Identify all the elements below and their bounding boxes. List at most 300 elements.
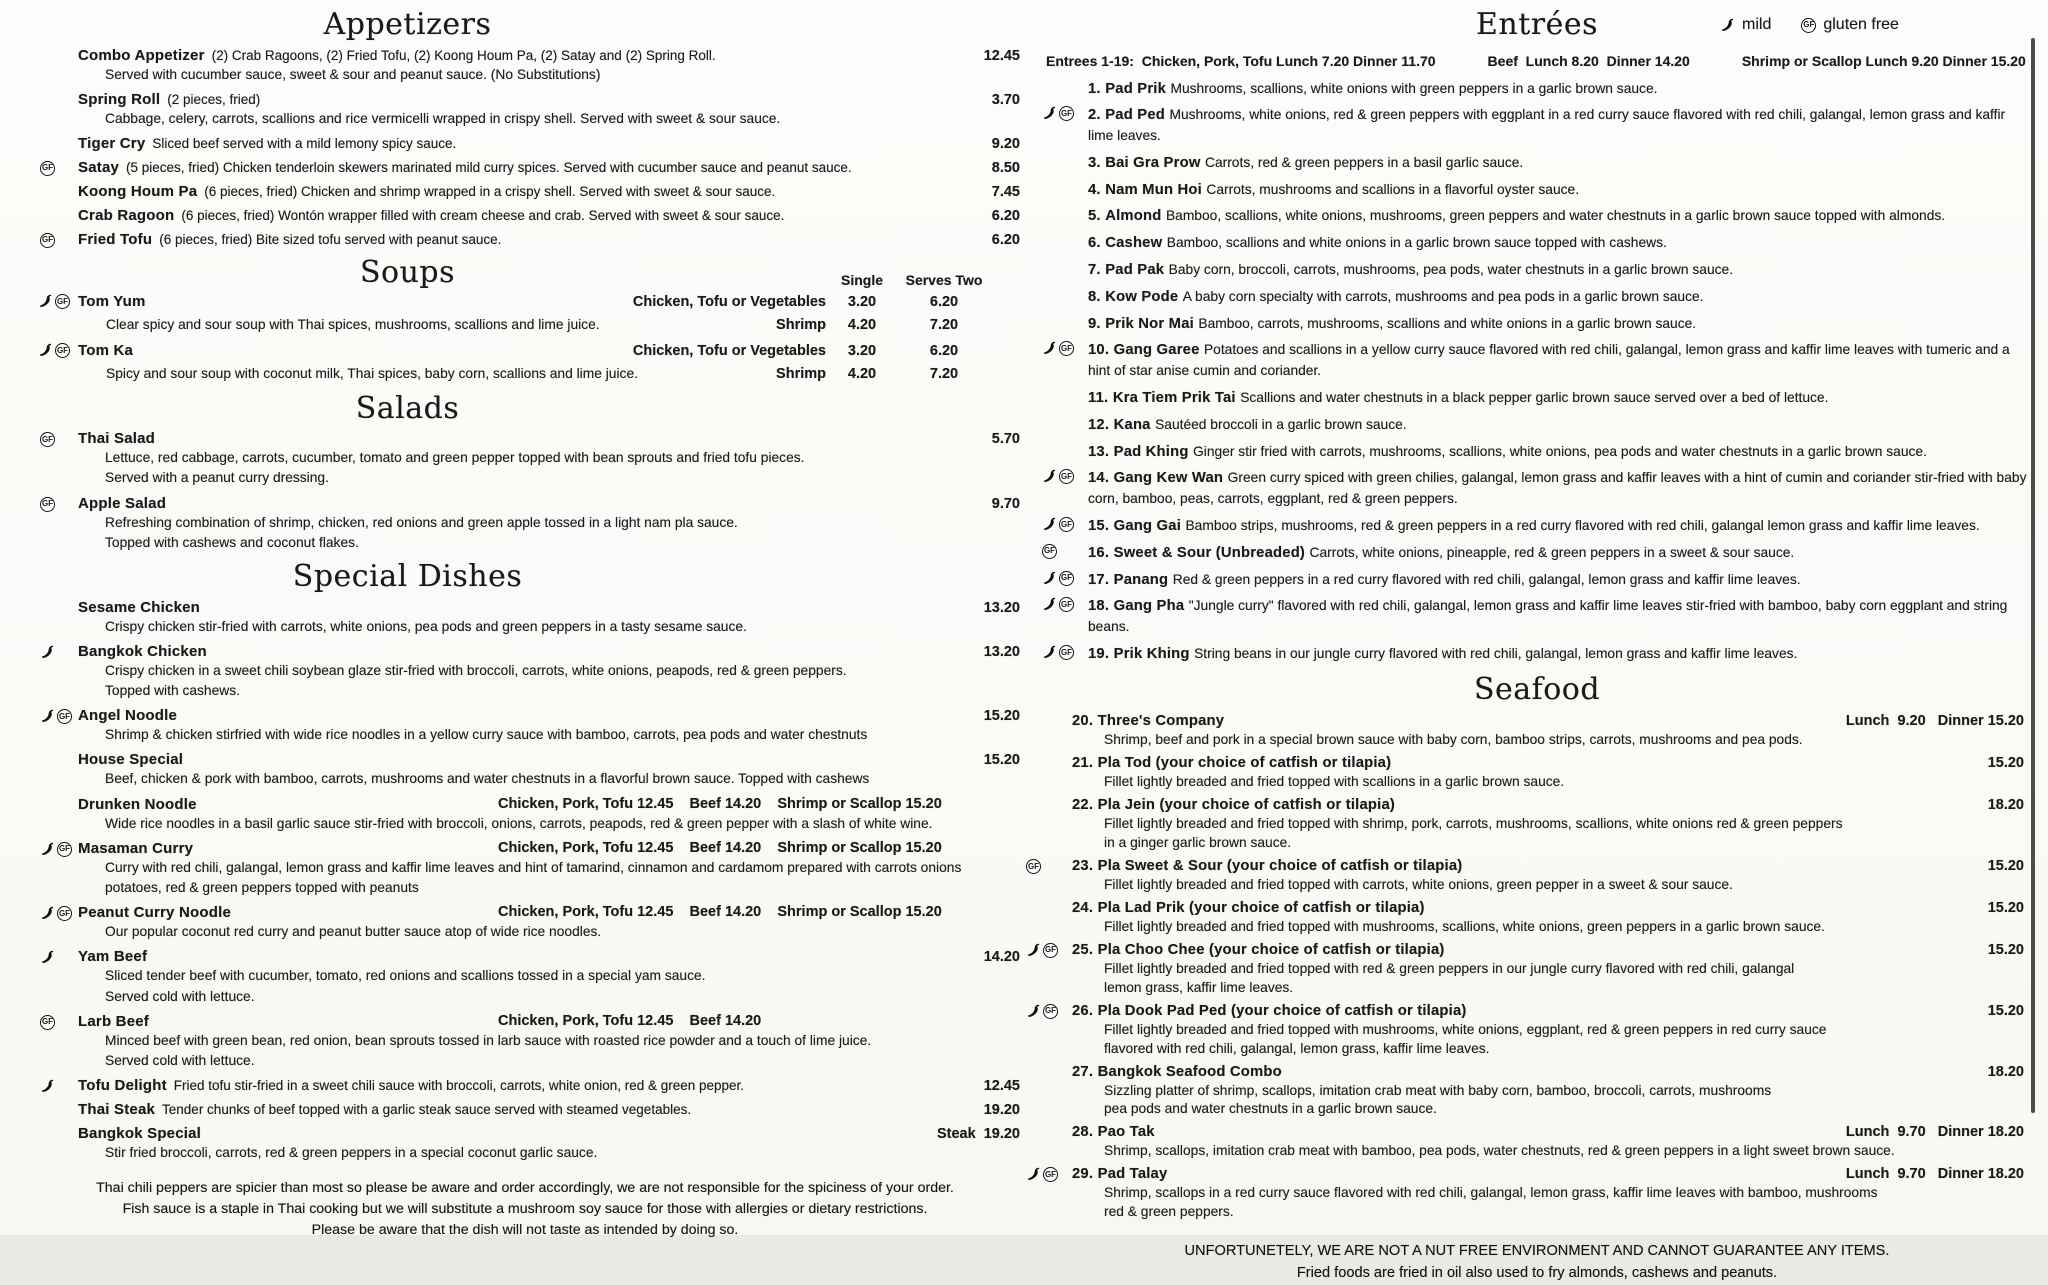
item-icons — [1026, 859, 1041, 874]
item-price: 15.20 — [1987, 755, 2024, 772]
section-title-row — [30, 560, 1020, 595]
item-number: 26. — [1072, 1002, 1094, 1019]
item-price: 5.70 — [991, 431, 1020, 448]
item-price: 18.20 — [1987, 1063, 2024, 1080]
gluten-free-icon: GF — [1042, 544, 1057, 559]
soup-row — [30, 341, 1020, 362]
item-number: 18. — [1088, 598, 1110, 615]
gluten-free-icon: GF — [1059, 645, 1074, 660]
item-inline-description: Fried tofu stir-fried in a sweet chili sauce with broccoli, carrots, white onion, red & green pepper. — [173, 1078, 745, 1094]
menu-item — [1042, 796, 2032, 852]
item-name: Pla Choo Chee (your choice of catfish or tilapia) — [1097, 941, 1445, 958]
menu-item — [30, 599, 1020, 636]
gluten-free-icon: GF — [1059, 106, 1074, 121]
item-icons — [1042, 469, 1074, 484]
item-number: 17. — [1088, 571, 1110, 588]
item-name: Prik Nor Mai — [1105, 315, 1194, 332]
item-icons — [38, 343, 70, 358]
item-number: 19. — [1088, 646, 1110, 663]
item-price: 8.50 — [991, 159, 1020, 176]
menu-item — [30, 207, 1020, 224]
item-description: Served with cucumber sauce, sweet & sour and peanut sauce. (No Substitutions) — [105, 66, 601, 82]
item-description: Minced beef with green bean, red onion, bean sprouts tossed in larb sauce with roasted rice powder and a touch of lime juice. — [105, 1032, 872, 1048]
menu-section — [1042, 8, 2032, 665]
item-icons — [40, 1079, 55, 1094]
item-price: 3.70 — [991, 91, 1020, 108]
item-description: Fillet lightly breaded and fried topped with carrots, white onions, green pepper in a sweet & sour sauce. — [1104, 877, 1733, 893]
item-description: pea pods and water chestnuts in a garlic brown sauce. — [1104, 1101, 1437, 1117]
item-price: 14.20 — [983, 949, 1020, 966]
menu-item — [30, 904, 1020, 941]
item-name: Pao Tak — [1097, 1124, 1155, 1141]
footer-note: UNFORTUNETELY, WE ARE NOT A NUT FREE ENVIRONMENT AND CANNOT GUARANTEE ANY ITEMS. — [1184, 1243, 1890, 1260]
section-title-row — [1042, 673, 2032, 708]
item-description: Shrimp, beef and pork in a special brown sauce with baby corn, bamboo strips, carrots, mushrooms and pea pods. — [1104, 732, 1803, 748]
item-description: Shrimp, scallops in a red curry sauce flavored with red chili, galangal, lemon grass, kaffir lime leaves with bamboo, mushrooms — [1104, 1185, 1878, 1201]
item-inline-description: Sliced beef served with a mild lemony spicy sauce. — [152, 135, 457, 151]
item-variant-prices: Chicken, Pork, Tofu 12.45 Beef 14.20 Shrimp or Scallop 15.20 — [498, 839, 942, 856]
item-price: Lunch 9.20 Dinner 15.20 — [1845, 713, 2024, 730]
item-price: 9.20 — [991, 135, 1020, 152]
menu-item — [30, 495, 1020, 552]
item-number: 7. — [1088, 262, 1101, 279]
menu-item — [30, 707, 1020, 744]
item-price: Lunch 9.70 Dinner 18.20 — [1845, 1124, 2024, 1141]
menu-item — [1027, 857, 2032, 894]
menu-item — [30, 341, 1020, 384]
mild-pepper-icon — [1026, 943, 1041, 958]
menu-section — [1027, 671, 2032, 1221]
menu-item — [1042, 754, 2032, 791]
item-inline-description: (6 pieces, fried) Wontón wrapper filled with cream cheese and crab. Served with sweet & sour sauce. — [181, 207, 785, 223]
menu-item — [1042, 442, 2032, 463]
menu-item — [1042, 570, 2032, 591]
column-header: Single — [840, 272, 883, 289]
item-name: Bai Gra Prow — [1105, 154, 1201, 171]
item-name: Thai Salad — [78, 430, 156, 448]
item-icons — [38, 294, 70, 309]
item-description: Crispy chicken in a sweet chili soybean glaze stir-fried with broccoli, carrots, white onions, peapods, red & green peppers. — [105, 662, 847, 678]
price-single: 4.20 — [847, 317, 877, 334]
item-name: Pad Khing — [1113, 443, 1189, 460]
price-serves-two: 6.20 — [929, 343, 959, 360]
item-name: Drunken Noodle — [78, 795, 197, 813]
item-number: 8. — [1088, 288, 1101, 305]
item-name: Koong Houm Pa — [78, 182, 198, 200]
variant-label: Chicken, Tofu or Vegetables — [632, 294, 826, 311]
gluten-free-icon: GF — [1059, 571, 1074, 586]
item-number: 4. — [1088, 181, 1101, 198]
gluten-free-icon: GF — [40, 1015, 55, 1030]
item-description: Topped with cashews and coconut flakes. — [105, 534, 359, 550]
item-name: Pad Pak — [1105, 262, 1165, 279]
menu-section — [30, 392, 1020, 552]
gluten-free-icon: GF — [1059, 469, 1074, 484]
menu-item — [30, 292, 1020, 335]
menu-item — [1042, 105, 2032, 147]
item-name: Spring Roll — [78, 90, 161, 108]
item-description: Spicy and sour soup with coconut milk, Thai spices, baby corn, scallions and lime juice. — [106, 365, 638, 381]
gluten-free-icon: GF — [1059, 517, 1074, 532]
item-price: 15.20 — [1987, 941, 2024, 958]
menu-section — [30, 8, 1020, 248]
item-description: "Jungle curry" flavored with red chili, galangal, lemon grass and kaffir lime leaves stir-fried with bamboo, baby corn eggplant and string beans. — [1088, 598, 2008, 635]
item-name: Gang Kew Wan — [1113, 470, 1224, 487]
legend-gluten-free-label: gluten free — [1823, 16, 1899, 33]
item-name: Kra Tiem Prik Tai — [1112, 390, 1236, 407]
item-variant-prices: Chicken, Pork, Tofu 12.45 Beef 14.20 Shrimp or Scallop 15.20 — [498, 904, 942, 921]
soup-row — [30, 292, 1020, 313]
right-column — [1027, 0, 2032, 1285]
item-number: 15. — [1088, 518, 1110, 535]
item-icons — [40, 950, 55, 965]
item-description: Shrimp, scallops, imitation crab meat with bamboo, pea pods, water chestnuts, red & green peppers in a light sweet brown sauce. — [1104, 1143, 1895, 1159]
item-name: Sweet & Sour (Unbreaded) — [1113, 544, 1306, 561]
item-icons — [1042, 597, 1074, 612]
menu-item — [1042, 388, 2032, 409]
menu-item — [1042, 516, 2032, 537]
item-name: Panang — [1113, 571, 1169, 588]
menu-item — [1042, 153, 2032, 174]
item-name: Kana — [1113, 416, 1151, 433]
item-name: Thai Steak — [78, 1101, 156, 1119]
legend — [1720, 16, 1899, 34]
mild-pepper-icon — [1042, 106, 1057, 121]
item-name: House Special — [78, 751, 184, 769]
item-name: Angel Noodle — [78, 707, 178, 725]
item-name: Fried Tofu — [78, 230, 153, 248]
item-description: Topped with cashews. — [105, 682, 240, 698]
menu-item — [1042, 468, 2032, 510]
gluten-free-icon: GF — [1801, 18, 1816, 33]
legend-gluten-free — [1801, 16, 1899, 34]
item-icons — [40, 161, 55, 176]
item-name: Pad Ped — [1105, 107, 1165, 124]
mild-pepper-icon — [1042, 517, 1057, 532]
item-price: 7.45 — [991, 183, 1020, 200]
item-name: Masaman Curry — [78, 839, 194, 857]
item-name: Almond — [1105, 208, 1162, 225]
item-inline-description: (5 pieces, fried) Chicken tenderloin skewers marinated mild curry spices. Served with cucumber sauce and peanut sauce. — [126, 159, 852, 175]
gluten-free-icon: GF — [57, 906, 72, 921]
item-price: 12.45 — [983, 1078, 1020, 1095]
item-name: Tom Yum — [78, 293, 146, 311]
item-description: Mushrooms, scallions, white onions with green peppers in a garlic brown sauce. — [1170, 80, 1658, 96]
menu-item — [30, 796, 1020, 833]
section-title-row — [30, 256, 1020, 291]
menu-item — [1042, 899, 2032, 936]
menu-item — [1042, 712, 2032, 749]
mild-pepper-icon — [40, 709, 55, 724]
item-inline-description: (2 pieces, fried) — [167, 91, 261, 107]
item-icons — [1042, 544, 1057, 559]
item-icons — [40, 497, 55, 512]
item-name: Bangkok Chicken — [78, 642, 207, 660]
item-icons — [1042, 645, 1074, 660]
section-title: Appetizers — [323, 7, 492, 42]
gluten-free-icon: GF — [1043, 1167, 1058, 1182]
item-name: Three's Company — [1097, 713, 1225, 730]
item-name: Pad Talay — [1097, 1166, 1168, 1183]
item-price: 13.20 — [983, 643, 1020, 660]
item-icons — [40, 709, 72, 724]
item-icons — [1026, 1004, 1058, 1019]
mild-pepper-icon — [1042, 341, 1057, 356]
menu-item — [1042, 340, 2032, 382]
item-variant-prices: Chicken, Pork, Tofu 12.45 Beef 14.20 — [498, 1012, 762, 1029]
mild-pepper-icon — [40, 1079, 55, 1094]
item-number: 14. — [1088, 470, 1110, 487]
item-number: 20. — [1072, 713, 1094, 730]
item-description: Lettuce, red cabbage, carrots, cucumber, tomato and green pepper topped with bean sprouts and fried tofu pieces. — [105, 450, 805, 466]
menu-item — [1042, 1063, 2032, 1119]
item-name: Kow Pode — [1105, 288, 1179, 305]
item-icons — [1026, 943, 1058, 958]
column-header: Serves Two — [905, 272, 983, 289]
gluten-free-icon: GF — [1059, 341, 1074, 356]
item-icons — [40, 906, 72, 921]
gluten-free-icon: GF — [57, 842, 72, 857]
item-name: Tom Ka — [78, 342, 134, 360]
footer-note: Fish sauce is a staple in Thai cooking but we will substitute a mushroom soy sauce for those with allergies or dietary restrictions. — [122, 1200, 928, 1217]
soup-row — [30, 314, 1020, 335]
menu-item — [1042, 543, 2032, 564]
gluten-free-icon: GF — [55, 343, 70, 358]
scan-artifact-line — [2031, 38, 2035, 1113]
menu-item — [30, 135, 1020, 152]
item-description: Sliced tender beef with cucumber, tomato, red onions and scallions tossed in a special yam sauce. — [105, 968, 706, 984]
menu-item — [1042, 233, 2032, 254]
item-name: Gang Pha — [1113, 598, 1185, 615]
item-price: Lunch 9.70 Dinner 18.20 — [1845, 1166, 2024, 1183]
item-icons — [1042, 571, 1074, 586]
menu-item — [30, 840, 1020, 897]
item-description: Served cold with lettuce. — [105, 1052, 255, 1068]
menu-item — [1042, 596, 2032, 638]
left-column — [30, 0, 1020, 1240]
mild-pepper-icon — [1042, 469, 1057, 484]
pricing-segment: Entrees 1-19: Chicken, Pork, Tofu Lunch 7.20 Dinner 11.70 — [1046, 52, 1436, 69]
item-description: in a ginger garlic brown sauce. — [1104, 835, 1292, 851]
section-title: Salads — [355, 390, 460, 426]
item-description: Carrots, white onions, pineapple, red & green peppers in a sweet & sour sauce. — [1309, 544, 1795, 560]
item-description: Fillet lightly breaded and fried topped with red & green peppers in our jungle curry flavored with red chili, galangal — [1104, 960, 1795, 976]
item-number: 12. — [1088, 416, 1110, 433]
menu-item — [1042, 1165, 2032, 1221]
item-price: 6.20 — [991, 231, 1020, 248]
item-name: Tiger Cry — [78, 134, 146, 152]
item-variant-prices: Chicken, Pork, Tofu 12.45 Beef 14.20 Shrimp or Scallop 15.20 — [498, 795, 942, 812]
menu-item — [30, 159, 1020, 176]
item-description: Fillet lightly breaded and fried topped with mushrooms, scallions, white onions, green peppers in a garlic brown sauce. — [1104, 918, 1825, 934]
item-description: A baby corn specialty with carrots, mushrooms and pea pods in a garlic brown sauce. — [1182, 288, 1704, 304]
item-price: 13.20 — [983, 599, 1020, 616]
footer-note: Please be aware that the dish will not taste as intended by doing so. — [311, 1221, 739, 1238]
item-name: Nam Mun Hoi — [1105, 181, 1202, 198]
item-description: Fillet lightly breaded and fried topped with shrimp, pork, carrots, mushrooms, scallions, white onions red & green peppers — [1104, 816, 1843, 832]
footer-note: Thai chili peppers are spicier than most so please be aware and order accordingly, we are not responsible for the spiciness of your order. — [96, 1180, 954, 1197]
menu-item — [30, 430, 1020, 487]
item-description: Clear spicy and sour soup with Thai spices, mushrooms, scallions and lime juice. — [106, 317, 600, 333]
item-number: 10. — [1088, 342, 1110, 359]
gluten-free-icon: GF — [1026, 859, 1041, 874]
price-single: 4.20 — [847, 365, 877, 382]
item-inline-description: (6 pieces, fried) Bite sized tofu served with peanut sauce. — [159, 231, 502, 247]
menu-item — [30, 91, 1020, 128]
item-name: Larb Beef — [78, 1012, 149, 1030]
footer-note: Fried foods are fried in oil also used to fry almonds, cashews and peanuts. — [1296, 1265, 1778, 1282]
item-icons — [40, 645, 55, 660]
mild-pepper-icon — [40, 842, 55, 857]
gluten-free-icon: GF — [55, 294, 70, 309]
legend-mild — [1720, 16, 1771, 34]
item-price: 15.20 — [983, 708, 1020, 725]
item-price: 15.20 — [983, 752, 1020, 769]
item-icons — [1042, 341, 1074, 356]
item-number: 29. — [1072, 1166, 1094, 1183]
mild-pepper-icon — [1026, 1004, 1041, 1019]
item-name: Bangkok Special — [78, 1125, 202, 1143]
item-description: String beans in our jungle curry flavored with red chili, galangal, lemon grass and kaffir lime leaves. — [1194, 646, 1798, 662]
mild-pepper-icon — [1026, 1167, 1041, 1182]
item-name: Gang Gai — [1113, 518, 1182, 535]
section-title-row — [30, 392, 1020, 427]
item-description: Shrimp & chicken stirfried with wide rice noodles in a yellow curry sauce with bamboo, carrots, pea pods and water chestnuts — [105, 727, 868, 743]
item-name: Pla Tod (your choice of catfish or tilapia) — [1097, 755, 1392, 772]
item-description: Cabbage, celery, carrots, scallions and rice vermicelli wrapped in crispy shell. Served with sweet & sour sauce. — [105, 110, 781, 126]
item-inline-description: (6 pieces, fried) Chicken and shrimp wrapped in a crispy shell. Served with sweet & sour sauce. — [204, 183, 776, 199]
item-description: Sizzling platter of shrimp, scallops, imitation crab meat with baby corn, bamboo, broccoli, carrots, mushrooms — [1104, 1082, 1772, 1098]
item-price: 15.20 — [1987, 899, 2024, 916]
item-inline-description: Tender chunks of beef topped with a garlic steak sauce served with steamed vegetables. — [162, 1102, 692, 1118]
item-number: 23. — [1072, 858, 1094, 875]
menu-item — [30, 1101, 1020, 1118]
item-price: 6.20 — [991, 207, 1020, 224]
item-name: Sesame Chicken — [78, 598, 201, 616]
item-description: lemon grass, kaffir lime leaves. — [1104, 979, 1294, 995]
menu-section — [30, 560, 1020, 1162]
item-name: Pla Sweet & Sour (your choice of catfish or tilapia) — [1097, 858, 1463, 875]
menu-item — [30, 231, 1020, 248]
item-description: Bamboo, carrots, mushrooms, scallions and white onions in a garlic brown sauce. — [1198, 315, 1697, 331]
item-description: Green curry spiced with green chilies, galangal, lemon grass and kaffir leaves with a hint of cumin and coriander stir-fried with baby corn, bamboo, peas, carrots, eggplant, red & green peppers. — [1088, 470, 2027, 507]
item-number: 2. — [1088, 107, 1101, 124]
right-footer — [1042, 1241, 2032, 1285]
section-title: Special Dishes — [292, 559, 523, 594]
mild-pepper-icon — [1042, 597, 1057, 612]
menu-item — [1042, 415, 2032, 436]
item-name: Bangkok Seafood Combo — [1097, 1063, 1282, 1080]
gluten-free-icon: GF — [40, 497, 55, 512]
item-icons — [40, 1015, 55, 1030]
menu-item — [1042, 1002, 2032, 1058]
item-description: Red & green peppers in a red curry flavored with red chili, galangal, lemon grass and kaffir lime leaves. — [1172, 571, 1801, 587]
item-name: Prik Khing — [1113, 646, 1190, 663]
item-icons — [40, 233, 55, 248]
item-icons — [40, 432, 55, 447]
section-title-row — [30, 8, 1020, 43]
item-name: Crab Ragoon — [78, 206, 175, 224]
mild-pepper-icon — [40, 950, 55, 965]
item-name: Gang Garee — [1113, 342, 1200, 359]
left-footer — [30, 1178, 1020, 1240]
gluten-free-icon: GF — [40, 432, 55, 447]
item-price: 9.70 — [991, 495, 1020, 512]
item-name: Pla Dook Pad Ped (your choice of catfish or tilapia) — [1097, 1002, 1467, 1019]
item-icons — [1042, 106, 1074, 121]
menu-item — [1042, 1123, 2032, 1160]
variant-label: Shrimp — [776, 365, 826, 382]
gluten-free-icon: GF — [57, 709, 72, 724]
menu-section — [30, 256, 1020, 384]
item-description: Bamboo, scallions, white onions, mushrooms, green peppers and water chestnuts in a garlic brown sauce topped with almonds. — [1165, 208, 1946, 224]
item-name: Tofu Delight — [78, 1077, 167, 1095]
item-name: Peanut Curry Noodle — [78, 904, 231, 922]
item-number: 13. — [1088, 443, 1110, 460]
item-name: Yam Beef — [78, 948, 148, 966]
menu-item — [30, 948, 1020, 1005]
item-description: Beef, chicken & pork with bamboo, carrots, mushrooms and water chestnuts in a flavorful brown sauce. Topped with cashews — [105, 771, 870, 787]
item-description: Ginger stir fried with carrots, mushrooms, scallions, white onions, pea pods and water chestnuts in a garlic brown sauce. — [1193, 443, 1927, 459]
price-serves-two: 7.20 — [929, 317, 959, 334]
item-icons — [1026, 1167, 1058, 1182]
variant-label: Shrimp — [776, 317, 826, 334]
gluten-free-icon: GF — [1043, 1004, 1058, 1019]
item-price: 15.20 — [1987, 858, 2024, 875]
item-description: flavored with red chili, galangal, lemon grass, kaffir lime leaves. — [1104, 1040, 1490, 1056]
item-number: 5. — [1088, 208, 1101, 225]
menu-item — [1042, 206, 2032, 227]
menu-item — [1042, 180, 2032, 201]
menu-item — [30, 751, 1020, 788]
pricing-segment: Shrimp or Scallop Lunch 9.20 Dinner 15.20 — [1741, 52, 2026, 69]
item-number: 6. — [1088, 235, 1101, 252]
menu-item — [30, 1013, 1020, 1070]
item-number: 16. — [1088, 544, 1110, 561]
item-name: Combo Appetizer — [78, 46, 205, 64]
item-inline-description: (2) Crab Ragoons, (2) Fried Tofu, (2) Koong Houm Pa, (2) Satay and (2) Spring Roll. — [211, 47, 716, 63]
legend-mild-label: mild — [1742, 16, 1772, 33]
menu-item — [1042, 260, 2032, 281]
item-icons — [40, 842, 72, 857]
item-description: Carrots, mushrooms and scallions in a flavorful oyster sauce. — [1206, 181, 1580, 197]
mild-pepper-icon — [40, 906, 55, 921]
gluten-free-icon: GF — [40, 233, 55, 248]
mild-pepper-icon — [1720, 18, 1735, 33]
soup-row — [30, 363, 1020, 384]
item-description: Served cold with lettuce. — [105, 988, 255, 1004]
item-description: Baby corn, broccoli, carrots, mushrooms, pea pods, water chestnuts in a garlic brown sauce. — [1168, 262, 1734, 278]
item-description: Carrots, red & green peppers in a basil garlic sauce. — [1204, 154, 1524, 170]
item-name: Cashew — [1105, 235, 1163, 252]
menu-item — [1042, 287, 2032, 308]
item-description: Served with a peanut curry dressing. — [105, 470, 329, 486]
item-description: Fillet lightly breaded and fried topped with mushrooms, white onions, eggplant, red & green peppers in red curry sauce — [1104, 1021, 1827, 1037]
item-description: Crispy chicken stir-fried with carrots, white onions, pea pods and green peppers in a tasty sesame sauce. — [105, 618, 747, 634]
item-description: Bamboo, scallions and white onions in a garlic brown sauce topped with cashews. — [1166, 235, 1667, 251]
gluten-free-icon: GF — [1043, 943, 1058, 958]
item-description: Curry with red chili, galangal, lemon grass and kaffir lime leaves and hint of tamarind, cinnamon and cardamom prepared with carrots onions — [105, 859, 962, 875]
price-single: 3.20 — [847, 294, 877, 311]
menu-item — [1042, 314, 2032, 335]
item-name: Pla Lad Prik (your choice of catfish or tilapia) — [1097, 899, 1425, 916]
item-description: potatoes, red & green peppers topped with peanuts — [105, 879, 419, 895]
item-description: red & green peppers. — [1104, 1204, 1234, 1220]
section-title: Soups — [359, 254, 456, 290]
item-number: 11. — [1088, 390, 1109, 407]
item-number: 24. — [1072, 899, 1094, 916]
item-description: Bamboo strips, mushrooms, red & green peppers in a red curry flavored with red chili, galangal lemon grass and kaffir lime leaves. — [1185, 518, 1980, 534]
